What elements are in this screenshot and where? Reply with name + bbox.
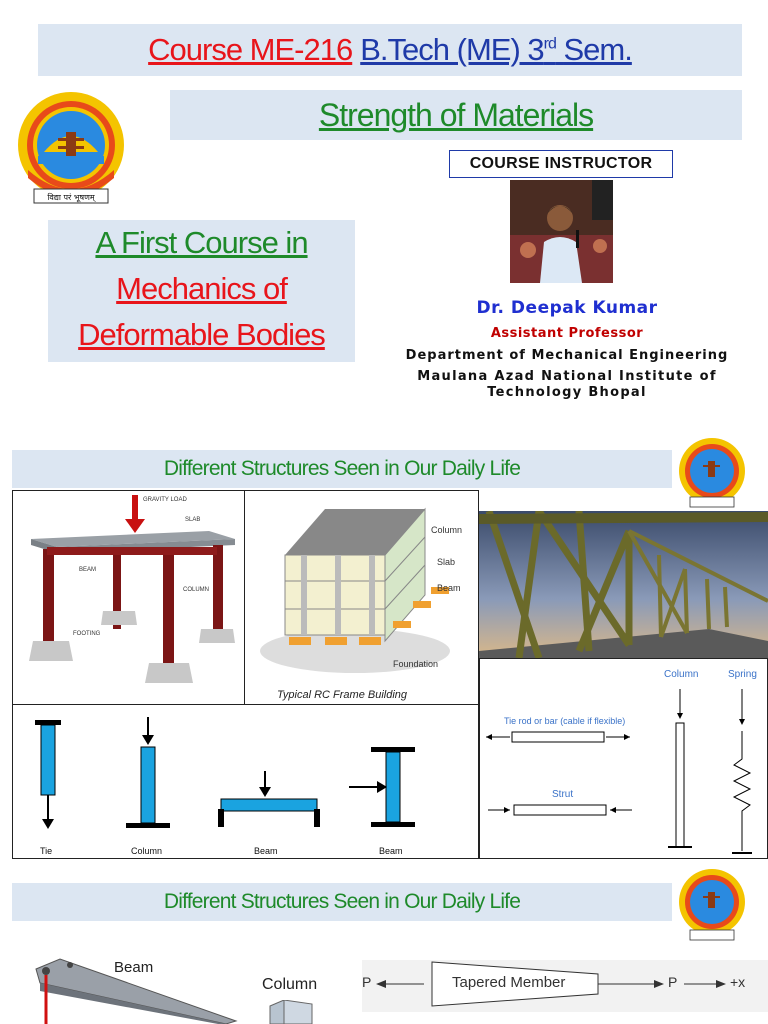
column-member-label: Column [131,846,163,856]
rc-foundation-label: Foundation [393,659,439,669]
rc-frame-building-image [244,490,479,705]
tapered-member-diagram [362,960,768,1012]
instructor-department: Department of Mechanical Engineering [405,348,729,363]
beam-member-label-2: Beam [379,846,403,856]
diagram-spring-label: Spring [728,669,757,680]
course-instructor-heading: COURSE INSTRUCTOR [449,150,673,178]
course-code: Course ME-216 [148,32,353,67]
instructor-info [372,298,762,401]
load-p-right: P [668,974,678,990]
tie-label: Tie [40,846,53,856]
load-p-left: P [362,974,372,990]
column-caption: Column [262,976,318,993]
section1-heading: Different Structures Seen in Our Daily Life [12,450,672,488]
rc-beam-label: Beam [437,583,461,593]
book-line-2: Mechanics of [116,271,287,306]
diagram-strut-label: Strut [552,789,574,800]
column-label: COLUMN [183,587,210,593]
truss-bridge-photo [479,511,768,658]
footing-label: FOOTING [73,631,101,637]
section2-heading: Different Structures Seen in Our Daily Life [12,883,672,921]
instructor-title: Assistant Professor [490,326,644,341]
program-label: B.Tech (ME) 3rd Sem. [360,32,632,67]
rc-caption: Typical RC Frame Building [277,689,408,701]
diagram-column-label: Column [664,669,699,680]
tapered-member-label: Tapered Member [452,974,566,991]
course-title [38,24,742,76]
book-line-1: A First Course in [95,225,308,260]
rc-column-label: Column [431,525,463,535]
logo-motto: विद्या परं भूषणम् [47,193,95,202]
institute-logo-small-2 [676,868,748,944]
x-axis-label: +x [730,974,746,990]
diagram-tie-label: Tie rod or bar (cable if flexible) [504,716,626,726]
book-line-3: Deformable Bodies [78,317,325,352]
member-types-diagram [12,704,479,859]
beam-label: BEAM [79,567,97,573]
book-title [48,220,355,362]
institute-logo-small [676,437,748,511]
instructor-photo [510,180,613,283]
institute-logo [14,90,129,208]
subject-title: Strength of Materials [170,90,742,140]
axial-members-diagram [479,658,768,859]
frame-structure-image [12,490,245,705]
instructor-institute: Maulana Azad National Institute of Technology Bhopal [417,369,717,400]
gravity-load-label: GRAVITY LOAD [143,497,187,503]
beam-member-label: Beam [254,846,278,856]
rc-slab-label: Slab [437,557,456,567]
column-illustration [262,1000,322,1024]
instructor-name: Dr. Deepak Kumar [476,298,658,318]
beam-caption: Beam [114,959,154,976]
slab-label: SLAB [185,517,201,523]
